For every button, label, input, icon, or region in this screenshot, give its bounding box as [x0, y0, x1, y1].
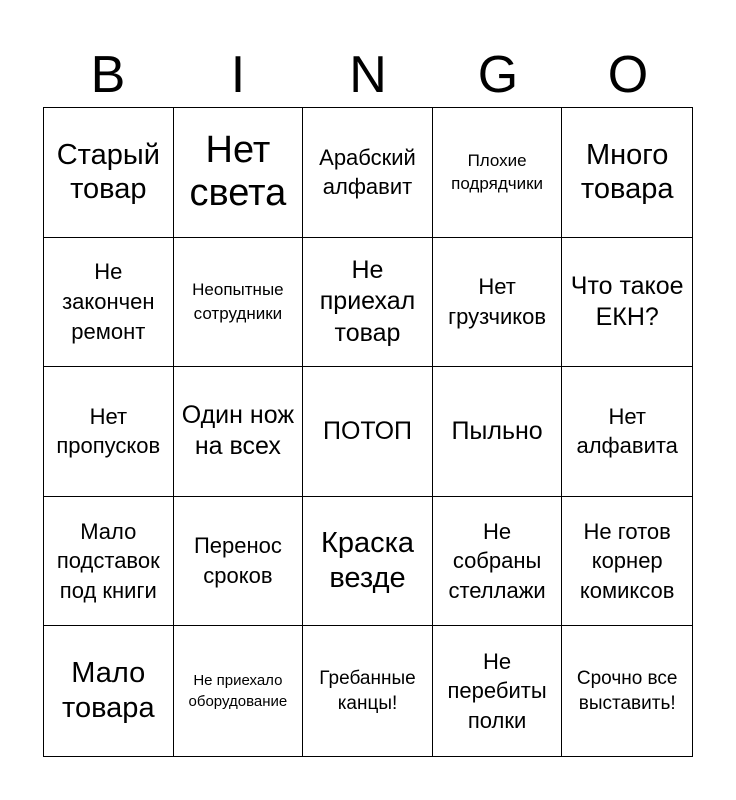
cell-text: Срочно все выставить! — [576, 667, 678, 715]
cell-text: Арабский алфавит — [319, 144, 416, 200]
bingo-cell[interactable] — [303, 497, 433, 627]
cell-text: Не закончен ремонт — [62, 259, 155, 344]
bingo-cell[interactable] — [174, 238, 304, 368]
bingo-cell[interactable] — [174, 626, 304, 756]
cell-text: Мало подставок под книги — [56, 518, 160, 603]
bingo-cell[interactable] — [433, 497, 563, 627]
bingo-cell[interactable] — [433, 238, 563, 368]
cell-text: Не готов корнер комиксов — [579, 518, 675, 603]
bingo-cell[interactable] — [433, 367, 563, 497]
cell-text: Старый товар — [56, 138, 160, 206]
cell-text: Нет света — [189, 128, 287, 215]
cell-text: Не приехало оборудование — [188, 672, 288, 711]
cell-text: Нет грузчиков — [448, 274, 547, 329]
bingo-cell[interactable] — [44, 238, 174, 368]
bingo-cell[interactable] — [174, 108, 304, 238]
bingo-cell[interactable] — [174, 497, 304, 627]
cell-text: Перенос сроков — [193, 533, 282, 589]
bingo-cell[interactable] — [44, 497, 174, 627]
bingo-cell[interactable] — [433, 108, 563, 238]
cell-text: Много товара — [580, 138, 674, 206]
bingo-header — [43, 44, 693, 106]
cell-text: Нет алфавита — [576, 403, 678, 459]
bingo-cell[interactable] — [562, 497, 692, 627]
cell-text: Не перебиты полки — [447, 648, 547, 734]
bingo-cell[interactable] — [303, 626, 433, 756]
header-letter-b: B — [90, 46, 126, 104]
cell-text: Неопытные сотрудники — [192, 280, 284, 323]
cell-text: Один нож на всех — [181, 401, 295, 461]
header-letter-i: I — [230, 46, 246, 104]
cell-text: Нет пропусков — [56, 403, 161, 459]
cell-text: Краска везде — [320, 527, 415, 595]
cell-text: ПОТОП — [323, 416, 412, 445]
cell-text: Не приехал товар — [319, 256, 416, 347]
header-letter-g: G — [477, 46, 519, 104]
cell-text: Что такое ЕКН? — [570, 271, 684, 331]
bingo-cell[interactable] — [562, 367, 692, 497]
bingo-cell[interactable] — [303, 108, 433, 238]
cell-text: Пыльно — [451, 416, 543, 445]
bingo-cell[interactable] — [174, 367, 304, 497]
bingo-cell[interactable] — [433, 626, 563, 756]
bingo-cell[interactable] — [303, 238, 433, 368]
cell-text: Плохие подрядчики — [451, 150, 544, 194]
bingo-cell[interactable] — [44, 108, 174, 238]
bingo-cell[interactable] — [44, 626, 174, 756]
bingo-cell[interactable] — [303, 367, 433, 497]
cell-text: Не собраны стеллажи — [448, 518, 546, 603]
header-letter-n: N — [349, 46, 387, 104]
cell-text: Гребанные канцы! — [319, 667, 416, 715]
bingo-cell[interactable] — [562, 108, 692, 238]
header-letter-o: O — [607, 46, 649, 104]
bingo-board — [43, 107, 693, 757]
bingo-cell[interactable] — [562, 626, 692, 756]
cell-text: Мало товара — [62, 657, 155, 725]
bingo-cell[interactable] — [44, 367, 174, 497]
bingo-cell[interactable] — [562, 238, 692, 368]
